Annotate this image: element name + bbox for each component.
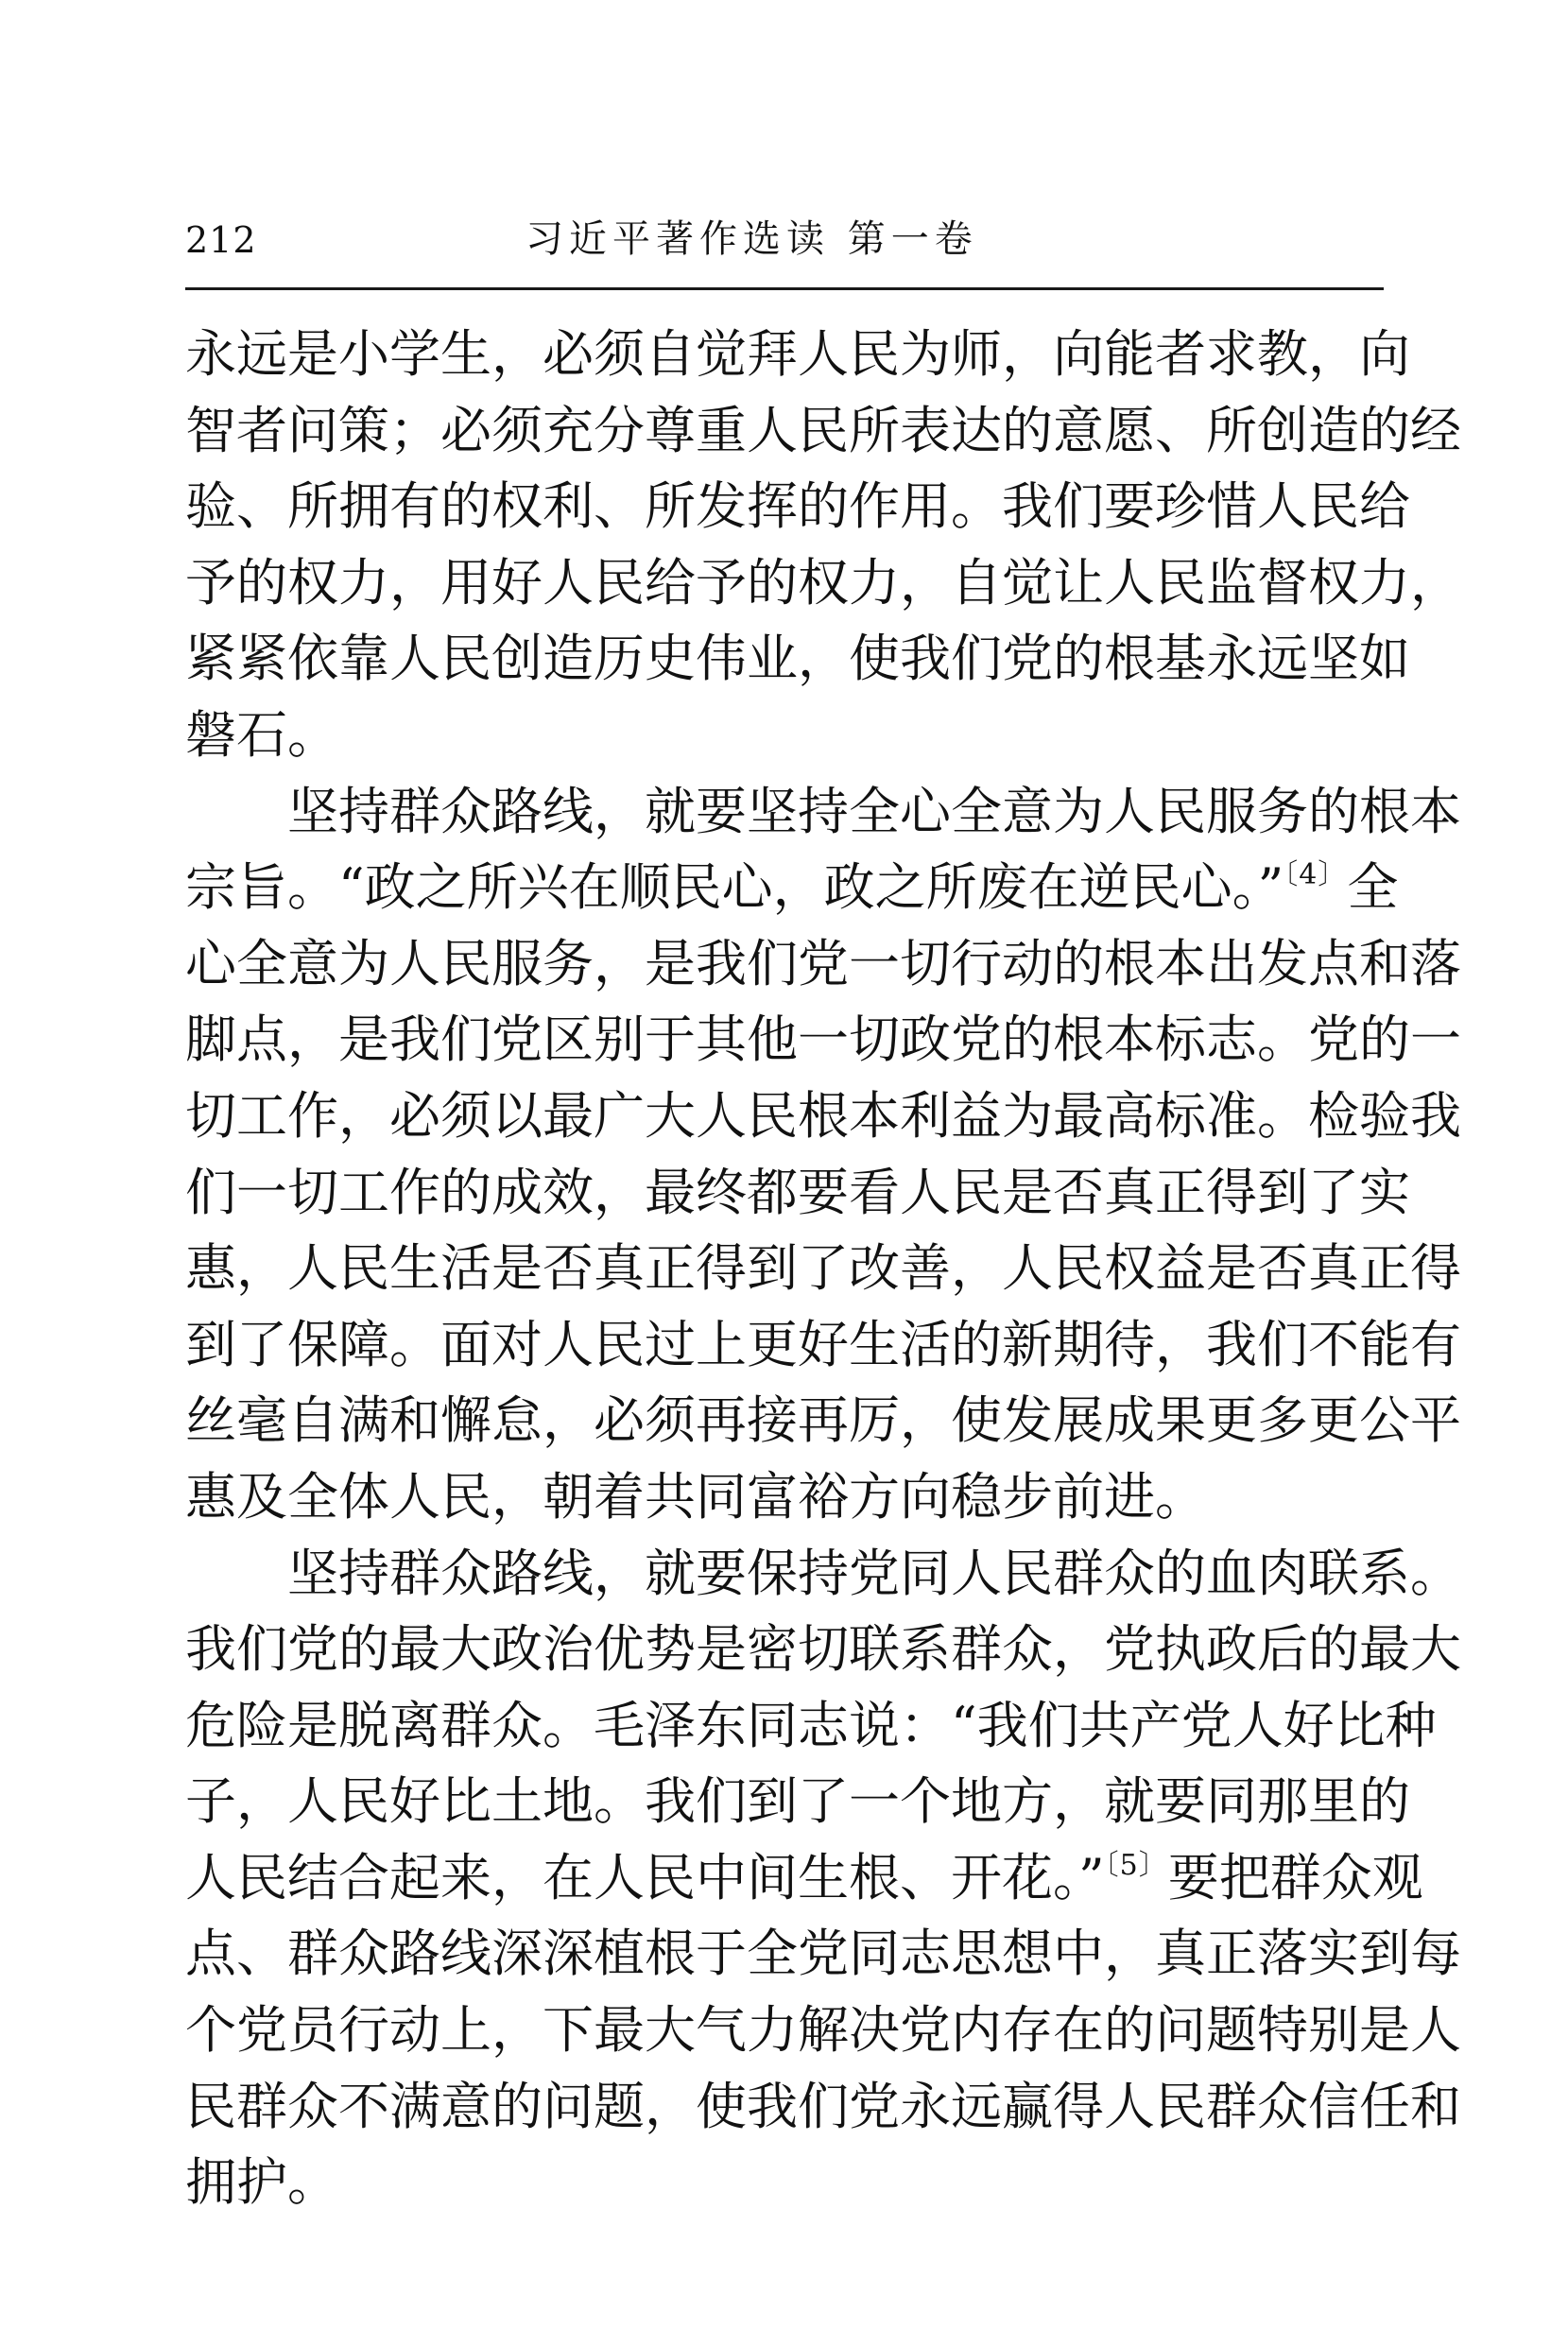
- text-line: 坚持群众路线，就要保持党同人民群众的血肉联系。: [287, 1543, 1461, 1603]
- text-line: 丝毫自满和懈怠，必须再接再厉，使发展成果更多更公平: [185, 1390, 1461, 1451]
- text-line: 心全意为人民服务，是我们党一切行动的根本出发点和落: [185, 933, 1461, 993]
- text-segment: 要把群众观: [1167, 1847, 1423, 1907]
- text-line: 惠及全体人民，朝着共同富裕方向稳步前进。: [185, 1466, 1206, 1527]
- text-line: 拥护。: [185, 2152, 338, 2213]
- text-line: 脚点，是我们党区别于其他一切政党的根本标志。党的一: [185, 1010, 1461, 1070]
- text-line: 点、群众路线深深植根于全党同志思想中，真正落实到每: [185, 1924, 1461, 1984]
- text-line: 惠，人民生活是否真正得到了改善，人民权益是否真正得: [185, 1238, 1461, 1299]
- page-number: 212: [185, 219, 257, 261]
- text-segment: 全: [1347, 857, 1399, 918]
- body-text: [185, 317, 1461, 2221]
- text-line: 们一切工作的成效，最终都要看人民是否真正得到了实: [185, 1162, 1410, 1222]
- text-line: 子，人民好比土地。我们到了一个地方，就要同那里的: [185, 1771, 1410, 1832]
- footnote-ref-5[interactable]: 〔5〕: [1104, 1848, 1168, 1882]
- text-line: 到了保障。面对人民过上更好生活的新期待，我们不能有: [185, 1314, 1461, 1374]
- text-line: 民群众不满意的问题，使我们党永远赢得人民群众信任和: [185, 2076, 1461, 2136]
- text-line: 磐石。: [185, 704, 338, 765]
- text-line: 我们党的最大政治优势是密切联系群众，党执政后的最大: [185, 1619, 1461, 1680]
- text-line-with-footnote: [185, 1840, 1423, 1917]
- text-line: 紧紧依靠人民创造历史伟业，使我们党的根基永远坚如: [185, 629, 1410, 689]
- text-line-with-footnote: [185, 850, 1399, 926]
- footnote-ref-4[interactable]: 〔4〕: [1284, 858, 1348, 892]
- page-header: [185, 217, 1384, 290]
- running-title: 习近平著作选读 第一卷: [526, 217, 978, 261]
- text-line: 验、所拥有的权利、所发挥的作用。我们要珍惜人民给: [185, 476, 1410, 537]
- paragraph-3: [185, 1536, 1461, 2221]
- paragraph-1: [185, 317, 1461, 774]
- text-line: 坚持群众路线，就要坚持全心全意为人民服务的根本: [287, 781, 1461, 841]
- text-line: 切工作，必须以最广大人民根本利益为最高标准。检验我: [185, 1085, 1461, 1146]
- text-line: 予的权力，用好人民给予的权力，自觉让人民监督权力，: [185, 552, 1461, 613]
- text-line: 危险是脱离群众。毛泽东同志说：“我们共产党人好比种: [185, 1695, 1437, 1755]
- paragraph-2: [185, 774, 1461, 1536]
- text-line: 智者问策；必须充分尊重人民所表达的意愿、所创造的经: [185, 400, 1461, 460]
- text-line: 永远是小学生，必须自觉拜人民为师，向能者求教，向: [185, 324, 1410, 384]
- text-segment: 宗旨。“政之所兴在顺民心，政之所废在逆民心。”: [185, 857, 1284, 918]
- text-line: 个党员行动上，下最大气力解决党内存在的问题特别是人: [185, 2000, 1461, 2061]
- text-segment: 人民结合起来，在人民中间生根、开花。”: [185, 1847, 1105, 1907]
